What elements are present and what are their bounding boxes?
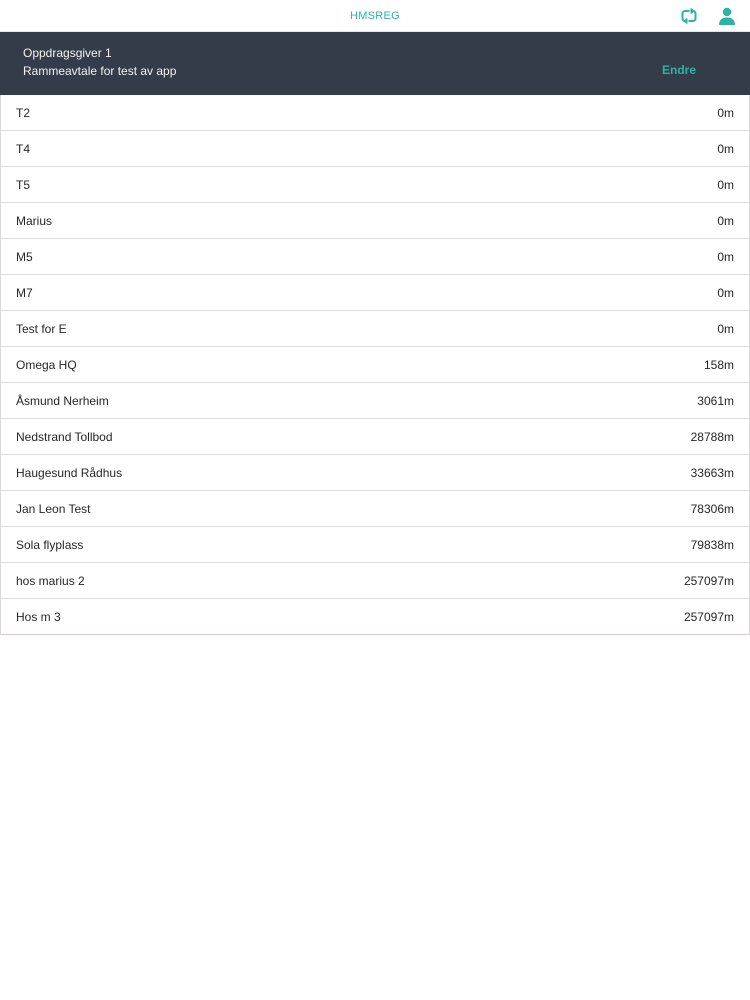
- location-distance: 0m: [717, 286, 734, 300]
- agreement-name: Rammeavtale for test av app: [23, 64, 177, 78]
- location-name: M7: [16, 286, 33, 300]
- location-list: [0, 95, 750, 635]
- location-name: Haugesund Rådhus: [16, 466, 123, 480]
- location-row[interactable]: [1, 167, 749, 203]
- location-name: hos marius 2: [16, 574, 85, 588]
- location-distance: 0m: [717, 106, 734, 120]
- location-row[interactable]: [1, 599, 749, 635]
- location-distance: 28788m: [690, 430, 734, 444]
- location-name: Hos m 3: [16, 610, 61, 624]
- location-distance: 257097m: [683, 610, 734, 624]
- location-distance: 78306m: [690, 502, 734, 516]
- location-distance: 0m: [717, 250, 734, 264]
- location-distance: 3061m: [697, 394, 734, 408]
- location-name: Sola flyplass: [16, 538, 84, 552]
- location-name: Omega HQ: [16, 358, 77, 372]
- location-row[interactable]: [1, 419, 749, 455]
- location-row[interactable]: [1, 203, 749, 239]
- location-row[interactable]: [1, 563, 749, 599]
- location-distance: 0m: [717, 214, 734, 228]
- location-row[interactable]: [1, 311, 749, 347]
- location-name: Jan Leon Test: [16, 502, 91, 516]
- location-name: T4: [16, 142, 31, 156]
- location-name: Test for E: [16, 322, 67, 336]
- location-row[interactable]: [1, 239, 749, 275]
- location-distance: 79838m: [690, 538, 734, 552]
- app-title: HMSREG: [349, 10, 401, 22]
- location-row[interactable]: [1, 131, 749, 167]
- sync-icon[interactable]: [679, 6, 699, 26]
- location-row[interactable]: [1, 455, 749, 491]
- location-row[interactable]: [1, 275, 749, 311]
- location-row[interactable]: [1, 527, 749, 563]
- location-distance: 257097m: [683, 574, 734, 588]
- location-distance: 0m: [717, 142, 734, 156]
- location-distance: 33663m: [690, 466, 734, 480]
- location-distance: 158m: [703, 358, 734, 372]
- location-name: M5: [16, 250, 33, 264]
- location-row[interactable]: [1, 383, 749, 419]
- client-name: Oppdragsgiver 1: [23, 46, 112, 60]
- change-button[interactable]: Endre: [662, 63, 697, 77]
- location-name: T2: [16, 106, 31, 120]
- user-icon[interactable]: [717, 6, 737, 26]
- location-distance: 0m: [717, 322, 734, 336]
- top-navigation-bar: [0, 0, 750, 32]
- agreement-context-bar: [0, 32, 750, 95]
- location-name: Nedstrand Tollbod: [16, 430, 113, 444]
- location-name: T5: [16, 178, 31, 192]
- location-row[interactable]: [1, 491, 749, 527]
- location-row[interactable]: [1, 347, 749, 383]
- location-name: Åsmund Nerheim: [16, 394, 109, 408]
- location-name: Marius: [16, 214, 53, 228]
- location-row[interactable]: [1, 95, 749, 131]
- location-distance: 0m: [717, 178, 734, 192]
